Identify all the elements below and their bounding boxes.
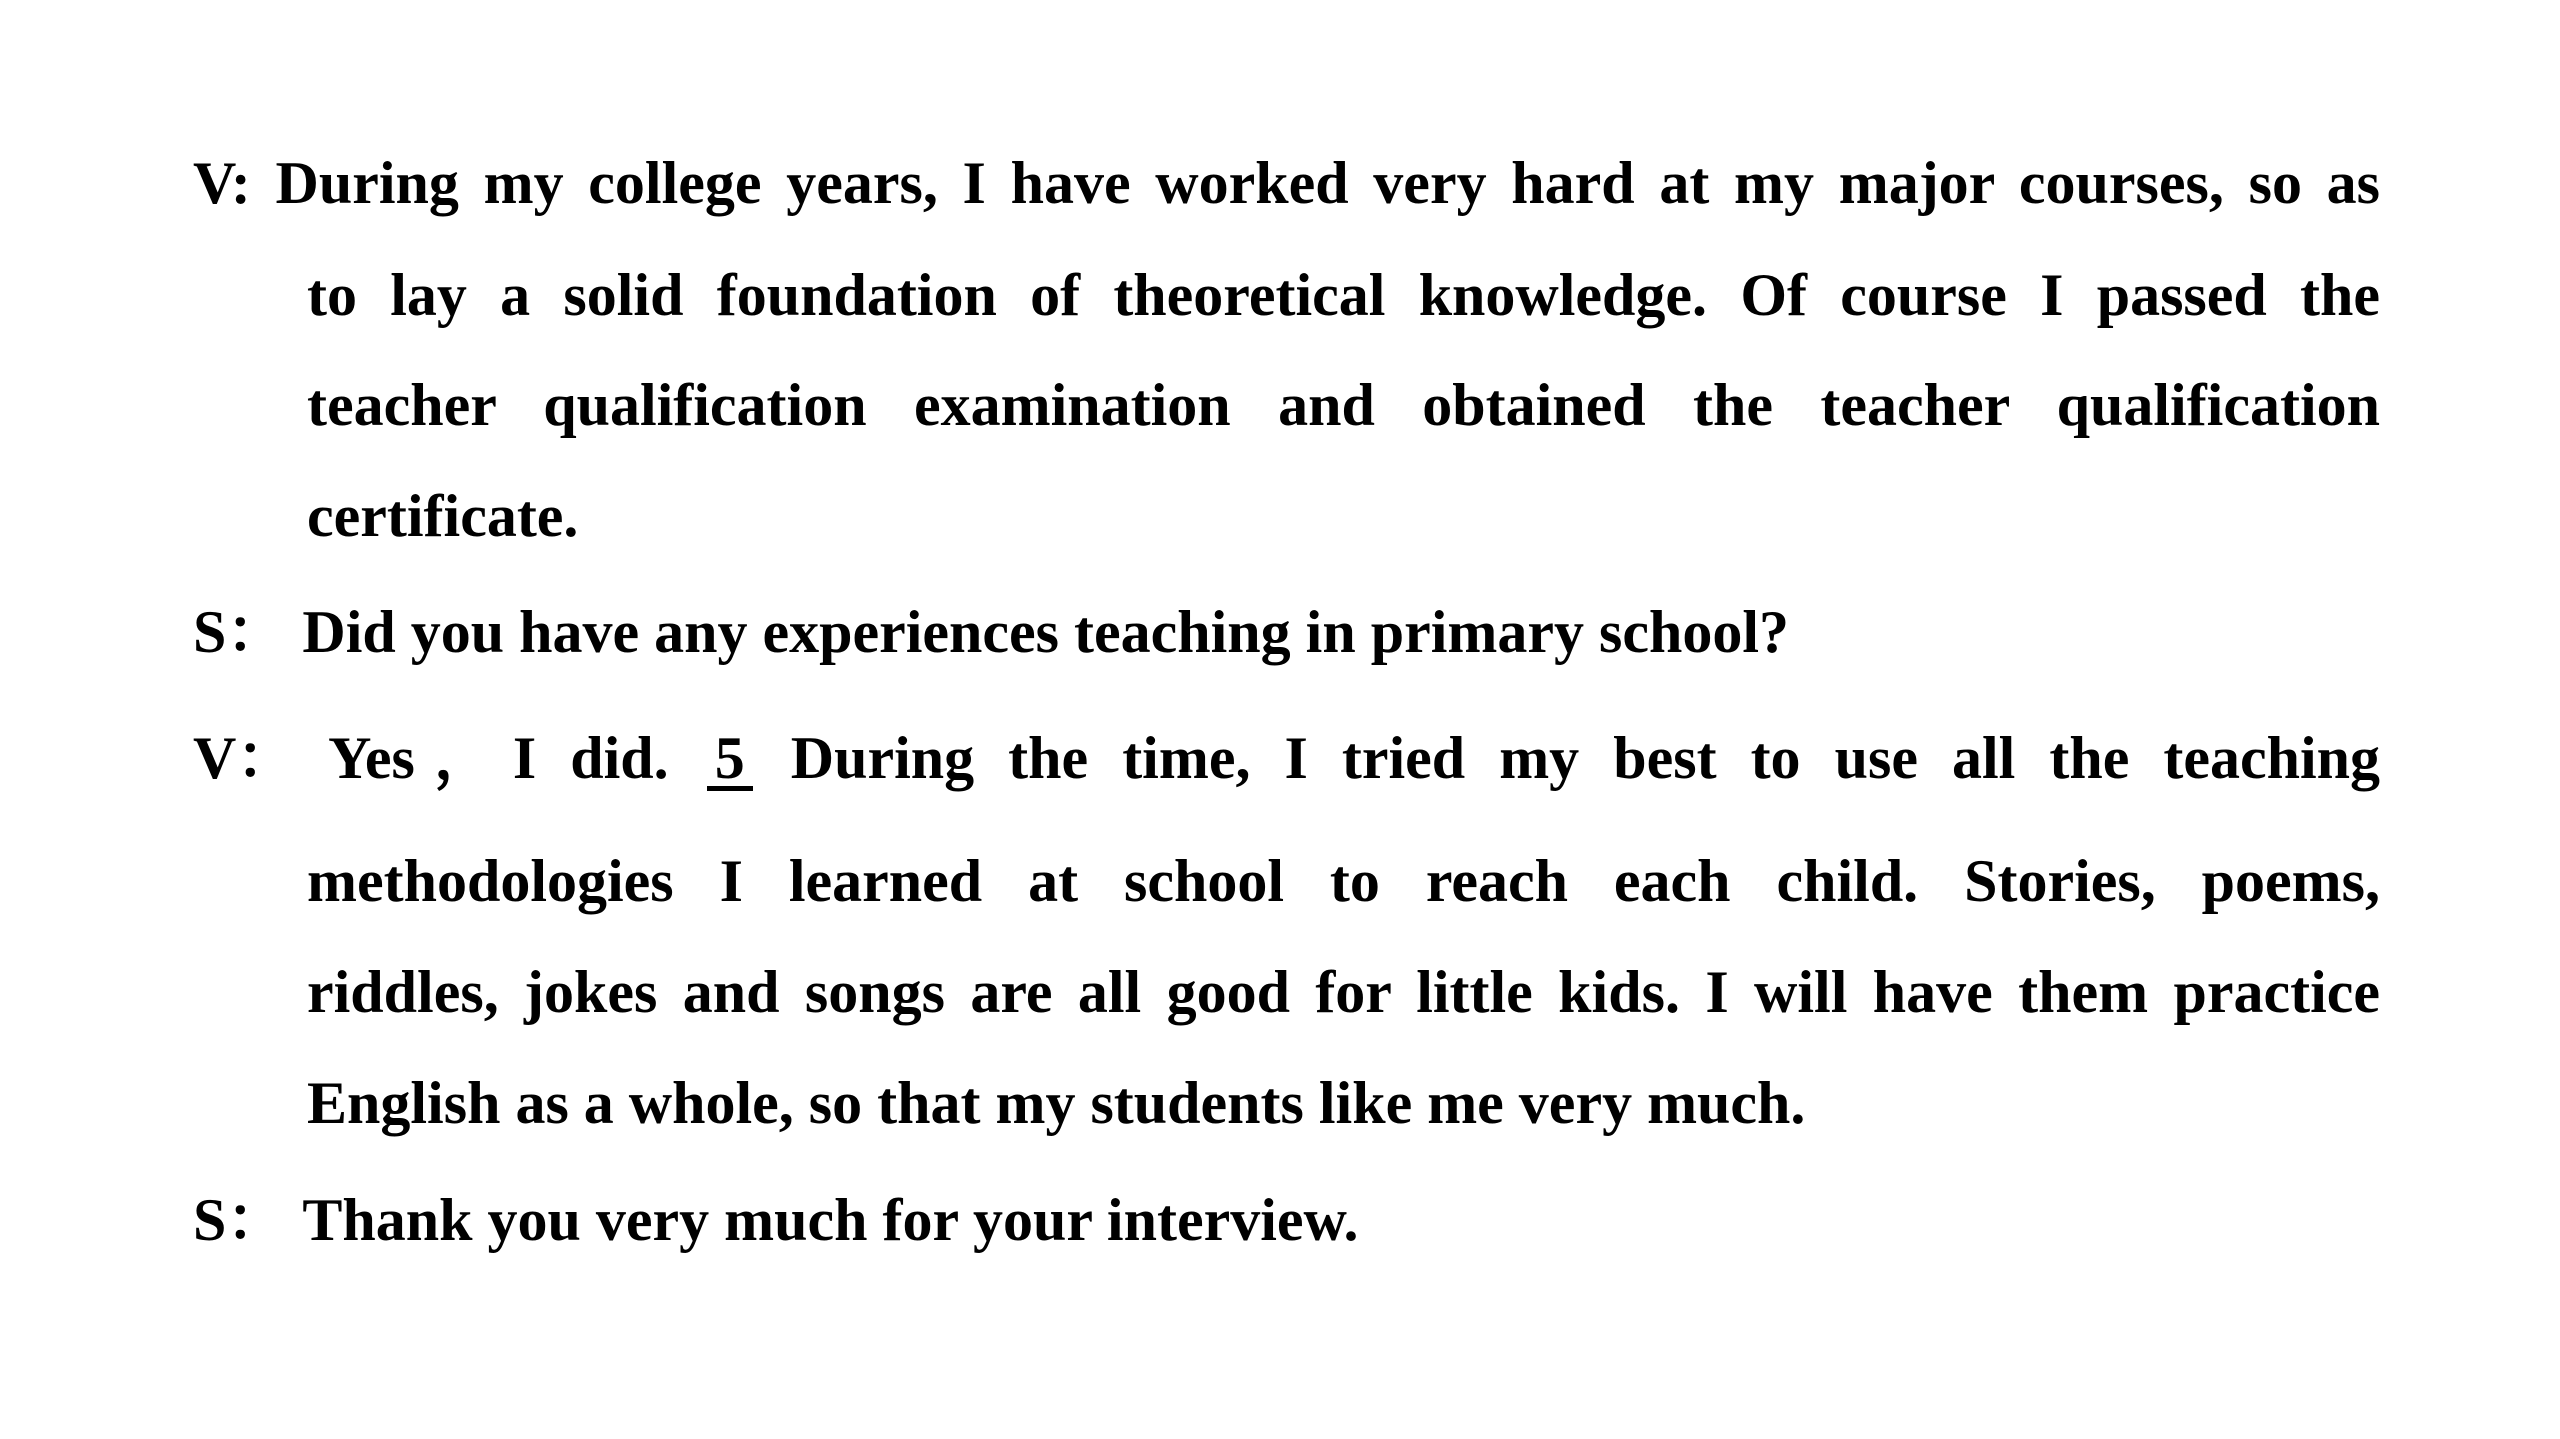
dialogue-text: methodologies I learned at school to reach each child. Stories, poems, [307,848,2380,914]
dialogue-line [193,725,2381,798]
dialogue-text: certificate. [307,483,579,549]
dialogue-line [307,1070,1806,1143]
dialogue-line [307,372,2380,445]
dialogue-line [193,599,1790,672]
speaker-label: V: [193,150,251,216]
dialogue-text: During the time, I tried my best to use all the teaching [790,725,2381,791]
dialogue-line [193,1187,1359,1260]
dialogue-text: During my college years, I have worked very hard at my major courses, so as [275,150,2380,216]
dialogue-line [193,150,2380,223]
dialogue-text: English as a whole, so that my students like me very much. [307,1070,1806,1136]
dialogue-text: riddles, jokes and songs are all good for little kids. I will have them practice [307,959,2380,1025]
dialogue-text: Yes，I did. [328,725,669,791]
dialogue-line [307,483,579,556]
dialogue-text: Did you have any experiences teaching in primary school? [302,599,1790,665]
speaker-label: V： [193,725,297,791]
answer-blank[interactable]: 5 [707,731,753,791]
dialogue-text: to lay a solid foundation of theoretical knowledge. Of course I passed the [307,262,2380,328]
dialogue-text: Thank you very much for your interview. [302,1187,1359,1253]
dialogue-text: teacher qualification examination and obtained the teacher qualification [307,372,2380,438]
dialogue-line [307,959,2380,1032]
speaker-label: S： [193,1187,287,1253]
speaker-label: S： [193,599,287,665]
dialogue-line [307,848,2380,921]
dialogue-line [307,262,2380,335]
